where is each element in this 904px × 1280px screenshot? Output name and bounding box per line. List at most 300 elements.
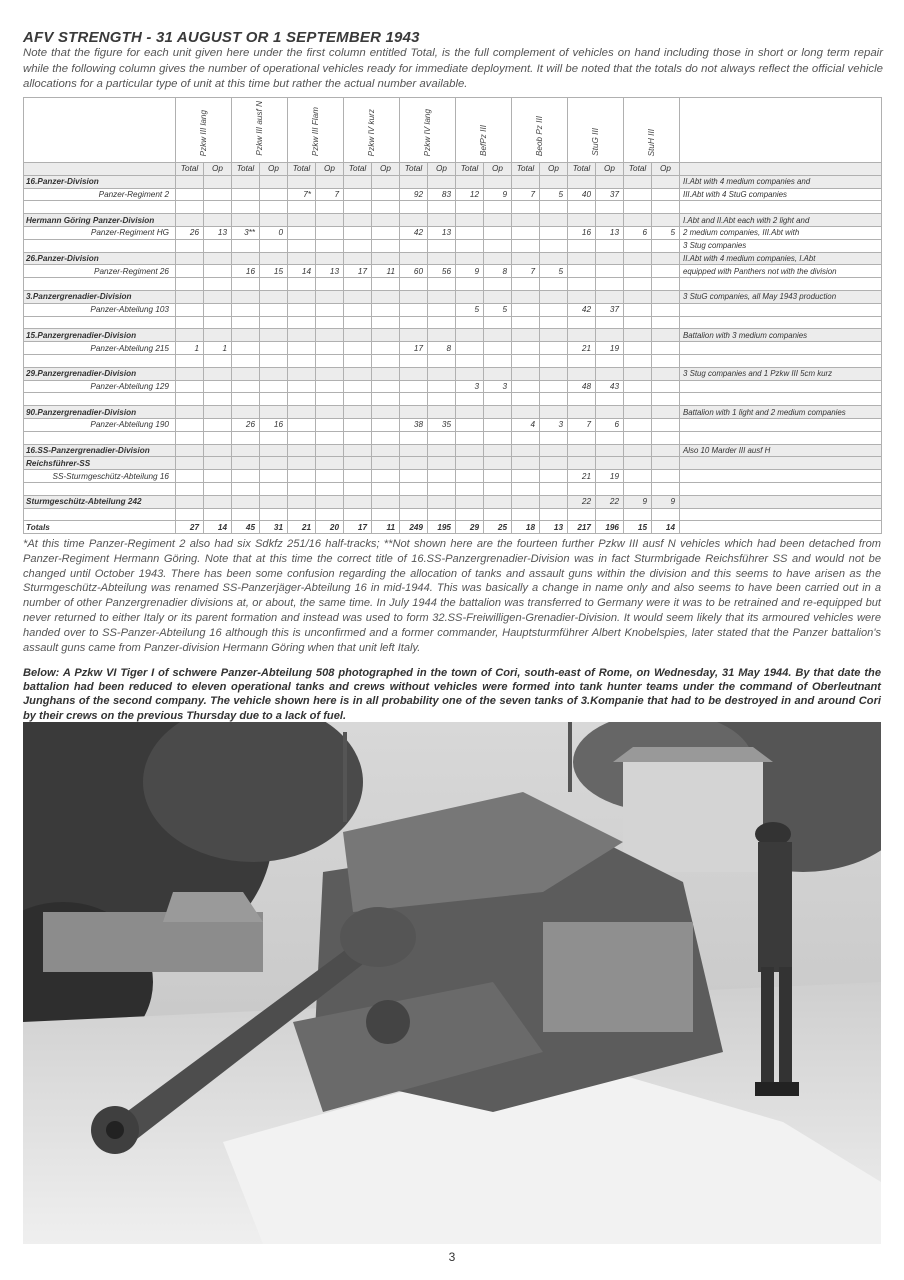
total-value [176,290,204,303]
op-value: 56 [428,265,456,278]
op-value [204,431,232,444]
total-value: 17 [344,265,372,278]
op-value [204,278,232,291]
unit-label: Sturmgeschütz-Abteilung 242 [24,495,176,508]
total-value: 26 [176,226,204,239]
total-value [232,431,260,444]
total-value [456,214,484,227]
op-value [652,482,680,495]
op-value [428,303,456,316]
total-value [232,316,260,329]
op-value [596,457,624,470]
total-value [232,278,260,291]
total-value [176,278,204,291]
total-value [512,393,540,406]
op-value [652,290,680,303]
op-value: 8 [484,265,512,278]
total-value [512,406,540,419]
op-value [428,508,456,521]
unit-label [24,482,176,495]
total-value: 42 [400,226,428,239]
total-value [344,214,372,227]
total-value [400,495,428,508]
subunit-label: Panzer-Abteilung 129 [24,380,176,393]
op-value [204,214,232,227]
op-value [540,175,568,188]
op-value [596,239,624,252]
unit-note [680,303,882,316]
footnote-paragraph: *At this time Panzer-Regiment 2 also had six Sdkfz 251/16 half-tracks; **Not shown here are the fourteen further Pzkw III ausf N vehicles which had been detached from Panzer-Regiment Hermann Göring. Note that at this time the correct title of 16.SS-Panzergrenadier-Division was in fact Sturmbrigade Reichsführer SS and would not be changed until October 1943. There has been some confusion regarding the allocation of tanks and assault guns within the division and this seems to have arisen as the Sturmgeschütz-Abteilung was renamed SS-Panzerjäger-Abteilung 16 in mid-1944. This was basically a change in name only and also seems to have been carried out in a number of other Panzergrenadier divisions at, or about, the same time. In July 1944 the battalion was transferred to Germany were it was to be retrained and re-equipped but never returned to either Italy or its parent formation and instead was used to form 32.SS-Freiwilligen-Grenadier-Division. It would seem likely that its armoured vehicles were handed over to SS-Panzer-Abteilung 16 although this is unconfirmed and a former commander, Hauptsturmführer Albert Knobelspies, later stated that the Panzer battalion's assault guns came from Panzer-division Hermann Göring when that unit left Italy. [23,538,881,654]
op-value [596,316,624,329]
op-value: 22 [596,495,624,508]
op-value [204,418,232,431]
vehicle-type-label: Pzkw III lang [199,109,208,156]
op-value [372,290,400,303]
intro-paragraph: Note that the figure for each unit given here under the first column entitled Total, is the full complement of vehicles on hand including those in short or long term repair while the following column gives the number of operational vehicles ready for immediate deployment. It will be noted that the totals do not always reflect the official vehicle allocations for a particular type of unit at this time but rather the actual number available. [23,47,883,90]
op-value [316,393,344,406]
total-value [288,175,316,188]
unit-note: equipped with Panthers not with the division [680,265,882,278]
vehicle-type-header [456,98,512,163]
table-row [24,175,882,188]
total-value [624,457,652,470]
op-value [652,316,680,329]
total-value [344,482,372,495]
total-value [288,393,316,406]
total-value: 48 [568,380,596,393]
total-value [456,290,484,303]
total-value [176,495,204,508]
total-value [512,457,540,470]
total-value [568,316,596,329]
subunit-label: SS-Sturmgeschütz-Abteilung 16 [24,470,176,483]
unit-note [680,470,882,483]
op-value [596,290,624,303]
total-value [232,303,260,316]
total-value [512,239,540,252]
op-value [316,252,344,265]
op-value: 0 [260,226,288,239]
total-value [512,380,540,393]
total-value [400,252,428,265]
total-value [232,252,260,265]
total-subheader: Total [288,163,316,176]
op-value [204,239,232,252]
table-row [24,367,882,380]
op-value [484,406,512,419]
vehicle-type-header [512,98,568,163]
op-value [428,406,456,419]
op-value [372,431,400,444]
total-value [288,470,316,483]
total-value [344,444,372,457]
total-value: 21 [568,342,596,355]
total-value: 12 [456,188,484,201]
table-row [24,316,882,329]
total-value [344,431,372,444]
op-value [260,380,288,393]
op-value: 13 [596,226,624,239]
op-subheader: Op [372,163,400,176]
table-row [24,495,882,508]
op-value [260,214,288,227]
op-value [372,482,400,495]
total-value [288,303,316,316]
op-value [260,188,288,201]
total-value [624,188,652,201]
op-value [204,354,232,367]
op-value [652,418,680,431]
op-value [428,354,456,367]
total-subheader: Total [512,163,540,176]
op-value [372,380,400,393]
op-value [484,290,512,303]
total-value: 29 [456,521,484,534]
op-value [316,444,344,457]
op-value [428,316,456,329]
total-value [512,444,540,457]
unit-note [680,316,882,329]
total-value [624,303,652,316]
unit-note [680,201,882,214]
op-value [204,406,232,419]
unit-label: 16.SS-Panzergrenadier-Division [24,444,176,457]
total-value [232,470,260,483]
unit-note: 3 StuG companies, all May 1943 production [680,290,882,303]
unit-note [680,457,882,470]
op-value [260,406,288,419]
op-value [652,470,680,483]
total-value: 249 [400,521,428,534]
total-value [232,175,260,188]
op-value [428,444,456,457]
op-value: 37 [596,303,624,316]
total-value [400,290,428,303]
op-value [260,342,288,355]
op-value: 9 [652,495,680,508]
op-value [596,444,624,457]
total-value [512,303,540,316]
op-value [260,495,288,508]
total-value [176,406,204,419]
op-value [484,316,512,329]
op-value [428,380,456,393]
op-value [540,393,568,406]
op-value [540,201,568,214]
total-value [512,252,540,265]
total-value [400,431,428,444]
total-value: 42 [568,303,596,316]
op-value [316,508,344,521]
vehicle-type-header [232,98,288,163]
op-value [652,444,680,457]
total-value [456,457,484,470]
op-value [260,482,288,495]
total-value [344,470,372,483]
op-value [260,303,288,316]
total-value [232,201,260,214]
vehicle-type-label: Pzkw III ausf N [255,101,264,156]
unit-label: 90.Panzergrenadier-Division [24,406,176,419]
total-value [232,444,260,457]
op-value [540,239,568,252]
total-value: 7 [512,265,540,278]
total-value [400,367,428,380]
op-subheader: Op [260,163,288,176]
total-value: 21 [568,470,596,483]
total-value [176,418,204,431]
op-value: 37 [596,188,624,201]
total-value [288,406,316,419]
total-value [344,201,372,214]
unit-note [680,431,882,444]
total-value: 3 [456,380,484,393]
op-value [260,239,288,252]
total-value: 18 [512,521,540,534]
total-value: 92 [400,188,428,201]
unit-note [680,354,882,367]
total-value [456,226,484,239]
op-value [652,508,680,521]
op-value: 31 [260,521,288,534]
total-value: 16 [232,265,260,278]
op-value: 16 [260,418,288,431]
total-value [176,316,204,329]
op-value [540,367,568,380]
total-value [456,470,484,483]
total-value [456,482,484,495]
total-value [568,290,596,303]
op-value [652,201,680,214]
op-value [428,457,456,470]
op-value: 3 [540,418,568,431]
op-value [204,329,232,342]
total-value [624,418,652,431]
total-subheader: Total [232,163,260,176]
op-value [372,175,400,188]
op-value [204,303,232,316]
total-value [344,290,372,303]
op-value [260,175,288,188]
total-value [456,444,484,457]
total-value [456,367,484,380]
unit-note [680,278,882,291]
unit-note [680,418,882,431]
op-value [204,508,232,521]
table-row [24,278,882,291]
total-value [232,457,260,470]
vehicle-type-header [176,98,232,163]
total-value [624,316,652,329]
op-value: 7 [316,188,344,201]
total-value: 21 [288,521,316,534]
op-value [596,329,624,342]
op-value: 13 [316,265,344,278]
total-value [400,354,428,367]
op-value [372,495,400,508]
unit-note: I.Abt and II.Abt each with 2 light and [680,214,882,227]
op-value [540,316,568,329]
op-value [372,303,400,316]
total-value [232,188,260,201]
op-value [372,316,400,329]
total-value [456,495,484,508]
total-value [176,431,204,444]
total-value: 7* [288,188,316,201]
op-value [428,482,456,495]
total-value [624,278,652,291]
op-value [652,457,680,470]
total-value [456,418,484,431]
total-value [176,329,204,342]
op-value [652,431,680,444]
total-subheader: Total [344,163,372,176]
total-value [288,239,316,252]
op-value [652,252,680,265]
op-value [652,278,680,291]
page-number: 3 [448,1250,456,1264]
op-value [596,278,624,291]
op-value [428,470,456,483]
total-value [456,431,484,444]
table-row [24,290,882,303]
unit-note: II.Abt with 4 medium companies and [680,175,882,188]
op-value [484,201,512,214]
op-value [596,406,624,419]
total-value [288,367,316,380]
table-row [24,444,882,457]
total-value [176,239,204,252]
op-value [316,367,344,380]
op-value [204,290,232,303]
op-value [596,431,624,444]
table-row [24,226,882,239]
vehicle-type-header [288,98,344,163]
total-value [456,329,484,342]
op-value [372,354,400,367]
total-value [456,316,484,329]
total-value [176,482,204,495]
op-value: 3 [484,380,512,393]
table-row [24,393,882,406]
op-value [484,329,512,342]
op-value [260,252,288,265]
unit-note: Also 10 Marder III ausf H [680,444,882,457]
total-subheader: Total [456,163,484,176]
total-value [512,226,540,239]
op-value [596,508,624,521]
op-value [540,406,568,419]
vehicle-type-header [624,98,680,163]
total-value: 1 [176,342,204,355]
op-value [372,406,400,419]
unit-label [24,431,176,444]
op-value [484,495,512,508]
total-value [400,175,428,188]
total-value [512,175,540,188]
total-value [288,444,316,457]
total-value: 3** [232,226,260,239]
total-value [512,482,540,495]
total-value [512,290,540,303]
unit-note [680,393,882,406]
unit-label: Hermann Göring Panzer-Division [24,214,176,227]
total-value: 5 [456,303,484,316]
op-value [204,393,232,406]
op-value [316,342,344,355]
total-value [512,495,540,508]
total-value [624,214,652,227]
op-value: 14 [652,521,680,534]
total-value [344,303,372,316]
op-value [204,265,232,278]
op-value [260,470,288,483]
total-subheader: Total [400,163,428,176]
total-value: 40 [568,188,596,201]
op-value [484,393,512,406]
subheader-blank [24,163,176,176]
unit-note: 3 Stug companies and 1 Pzkw III 5cm kurz [680,367,882,380]
total-value [512,316,540,329]
op-value: 13 [428,226,456,239]
op-value [316,226,344,239]
total-value [568,175,596,188]
op-value [652,329,680,342]
total-value [344,329,372,342]
op-value [204,367,232,380]
totals-row [24,521,882,534]
op-value [260,431,288,444]
table-row [24,239,882,252]
op-value: 20 [316,521,344,534]
total-value [568,201,596,214]
op-value [540,214,568,227]
total-value [400,393,428,406]
unit-note: II.Abt with 4 medium companies, I.Abt [680,252,882,265]
total-value [176,201,204,214]
total-value [512,367,540,380]
total-value [344,354,372,367]
total-value [288,226,316,239]
subheader-row [24,163,882,176]
total-value [288,508,316,521]
total-value: 26 [232,418,260,431]
total-value [288,482,316,495]
op-value [428,201,456,214]
op-value [204,470,232,483]
op-value [316,303,344,316]
total-value [456,252,484,265]
total-value [344,239,372,252]
total-value [344,342,372,355]
total-value [456,406,484,419]
unit-header-cell [24,98,176,163]
total-subheader: Total [176,163,204,176]
table-row [24,354,882,367]
total-value: 217 [568,521,596,534]
total-value [624,367,652,380]
total-value [176,252,204,265]
unit-label [24,354,176,367]
op-value [540,380,568,393]
op-value [652,393,680,406]
total-value [344,380,372,393]
op-value [484,508,512,521]
unit-label [24,316,176,329]
op-value: 196 [596,521,624,534]
total-value [624,342,652,355]
op-value [596,214,624,227]
